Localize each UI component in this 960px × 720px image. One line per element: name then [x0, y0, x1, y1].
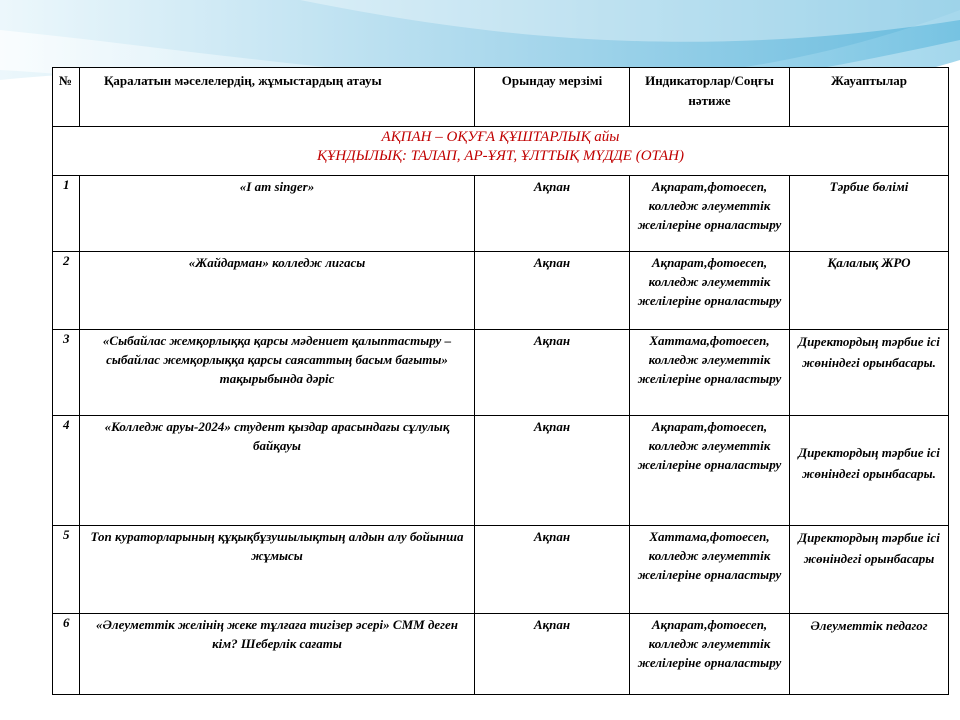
row-responsible: Әлеуметтік педагог [790, 614, 949, 695]
row-indicators: Хаттама,фотоесеп, колледж әлеуметтік желілеріне орналастыру [630, 526, 790, 614]
row-number: 2 [53, 252, 80, 330]
table-row [53, 526, 949, 614]
row-responsible: Директордың тәрбие ісі жөніндегі орынбасары. [790, 416, 949, 526]
table-row [53, 614, 949, 695]
banner-month: АҚПАН – ОҚУҒА ҚҰШТАРЛЫҚ айы [381, 129, 620, 145]
row-deadline: Ақпан [475, 416, 630, 526]
row-number: 5 [53, 526, 80, 614]
row-number: 6 [53, 614, 80, 695]
row-deadline: Ақпан [475, 252, 630, 330]
row-number: 1 [53, 176, 80, 252]
banner-values: ҚҰНДЫЛЫҚ: ТАЛАП, АР-ҰЯТ, ҰЛТТЫҚ МҮДДЕ (ОТАН) [317, 148, 684, 164]
row-responsible: Директордың тәрбие ісі жөніндегі орынбасары. [790, 330, 949, 416]
row-indicators: Хаттама,фотоесеп, колледж әлеуметтік желілеріне орналастыру [630, 330, 790, 416]
plan-table [52, 67, 949, 695]
header-indicators: Индикаторлар/Соңғы нәтиже [630, 68, 790, 127]
row-indicators: Ақпарат,фотоесеп, колледж әлеуметтік желілеріне орналастыру [630, 416, 790, 526]
row-title: «I am singer» [80, 176, 475, 252]
row-title: «Колледж аруы-2024» студент қыздар арасындағы сұлулық байқауы [80, 416, 475, 526]
header-responsible: Жауаптылар [790, 68, 949, 127]
row-responsible: Қалалық ЖРО [790, 252, 949, 330]
table-row [53, 176, 949, 252]
table-row [53, 416, 949, 526]
row-responsible: Директордың тәрбие ісі жөніндегі орынбасары [790, 526, 949, 614]
row-deadline: Ақпан [475, 176, 630, 252]
row-deadline: Ақпан [475, 526, 630, 614]
row-number: 3 [53, 330, 80, 416]
header-row [53, 68, 949, 127]
row-title: Топ кураторларының құқықбұзушылықтың алдын алу бойынша жұмысы [80, 526, 475, 614]
row-indicators: Ақпарат,фотоесеп, колледж әлеуметтік желілеріне орналастыру [630, 252, 790, 330]
row-indicators: Ақпарат,фотоесеп, колледж әлеуметтік желілеріне орналастыру [630, 176, 790, 252]
row-number: 4 [53, 416, 80, 526]
header-deadline: Орындау мерзімі [475, 68, 630, 127]
header-number: № [53, 68, 80, 127]
table-row [53, 330, 949, 416]
month-banner [53, 127, 949, 176]
row-title: «Әлеуметтік желінің жеке тұлғаға тигізер әсері» СММ деген кім? Шеберлік сағаты [80, 614, 475, 695]
banner-row [53, 127, 949, 176]
table-row [53, 252, 949, 330]
row-indicators: Ақпарат,фотоесеп, колледж әлеуметтік желілеріне орналастыру [630, 614, 790, 695]
row-deadline: Ақпан [475, 330, 630, 416]
row-responsible: Тәрбие бөлімі [790, 176, 949, 252]
row-deadline: Ақпан [475, 614, 630, 695]
row-title: «Сыбайлас жемқорлыққа қарсы мәдениет қалыптастыру – сыбайлас жемқорлыққа қарсы саясаттың басым бағыты» тақырыбында дәріс [80, 330, 475, 416]
header-title: Қаралатын мәселелердің, жұмыстардың атауы [80, 68, 475, 127]
row-title: «Жайдарман» колледж лигасы [80, 252, 475, 330]
